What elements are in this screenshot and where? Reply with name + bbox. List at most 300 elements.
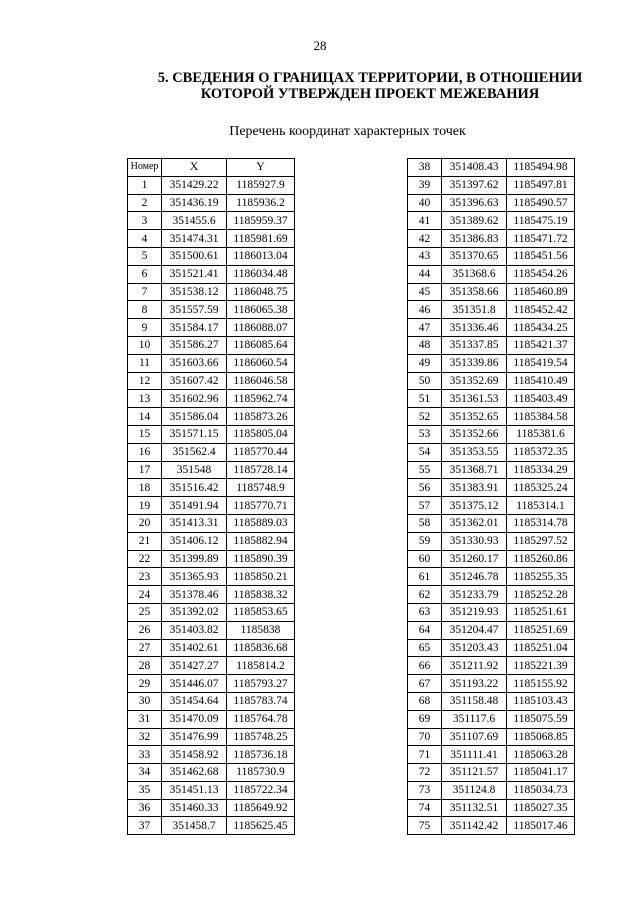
point-number-cell: 41 (408, 212, 442, 230)
point-number-cell: 20 (128, 514, 162, 532)
y-coordinate-cell: 1185649.92 (227, 799, 295, 817)
y-coordinate-cell: 1185497.81 (507, 176, 575, 194)
x-coordinate-cell: 351211.92 (442, 657, 507, 675)
x-coordinate-cell: 351368.71 (442, 461, 507, 479)
table-row (408, 710, 575, 728)
x-coordinate-cell: 351403.82 (162, 621, 227, 639)
table-row (408, 728, 575, 746)
column-header-number: Номер (128, 159, 162, 177)
y-coordinate-cell: 1185748.9 (227, 479, 295, 497)
point-number-cell: 47 (408, 319, 442, 337)
x-coordinate-cell: 351521.41 (162, 265, 227, 283)
x-coordinate-cell: 351455.6 (162, 212, 227, 230)
table-row (408, 425, 575, 443)
point-number-cell: 24 (128, 586, 162, 604)
point-number-cell: 34 (128, 764, 162, 782)
point-number-cell: 32 (128, 728, 162, 746)
point-number-cell: 65 (408, 639, 442, 657)
table-row (128, 710, 295, 728)
x-coordinate-cell: 351375.12 (442, 497, 507, 515)
point-number-cell: 39 (408, 176, 442, 194)
x-coordinate-cell: 351193.22 (442, 675, 507, 693)
table-row (128, 692, 295, 710)
point-number-cell: 68 (408, 692, 442, 710)
x-coordinate-cell: 351458.92 (162, 746, 227, 764)
table-row (408, 301, 575, 319)
table-row (408, 657, 575, 675)
x-coordinate-cell: 351337.85 (442, 336, 507, 354)
point-number-cell: 7 (128, 283, 162, 301)
point-number-cell: 72 (408, 764, 442, 782)
y-coordinate-cell: 1185251.61 (507, 603, 575, 621)
point-number-cell: 4 (128, 230, 162, 248)
x-coordinate-cell: 351386.83 (442, 230, 507, 248)
point-number-cell: 37 (128, 817, 162, 835)
y-coordinate-cell: 1185783.74 (227, 692, 295, 710)
x-coordinate-cell: 351460.33 (162, 799, 227, 817)
table-row (128, 603, 295, 621)
table-row (128, 621, 295, 639)
x-coordinate-cell: 351516.42 (162, 479, 227, 497)
point-number-cell: 35 (128, 781, 162, 799)
x-coordinate-cell: 351246.78 (442, 568, 507, 586)
y-coordinate-cell: 1185722.34 (227, 781, 295, 799)
point-number-cell: 31 (128, 710, 162, 728)
x-coordinate-cell: 351383.91 (442, 479, 507, 497)
point-number-cell: 51 (408, 390, 442, 408)
point-number-cell: 25 (128, 603, 162, 621)
x-coordinate-cell: 351408.43 (442, 159, 507, 177)
table-row (128, 746, 295, 764)
x-coordinate-cell: 351365.93 (162, 568, 227, 586)
y-coordinate-cell: 1186085.64 (227, 336, 295, 354)
coordinates-table-left-body (128, 176, 295, 834)
point-number-cell: 66 (408, 657, 442, 675)
table-row (408, 514, 575, 532)
y-coordinate-cell: 1185221.39 (507, 657, 575, 675)
table-row (128, 247, 295, 265)
x-coordinate-cell: 351451.13 (162, 781, 227, 799)
y-coordinate-cell: 1185770.44 (227, 443, 295, 461)
table-row (408, 408, 575, 426)
point-number-cell: 69 (408, 710, 442, 728)
point-number-cell: 49 (408, 354, 442, 372)
y-coordinate-cell: 1185325.24 (507, 479, 575, 497)
x-coordinate-cell: 351203.43 (442, 639, 507, 657)
y-coordinate-cell: 1185471.72 (507, 230, 575, 248)
x-coordinate-cell: 351402.61 (162, 639, 227, 657)
x-coordinate-cell: 351142.42 (442, 817, 507, 835)
column-header-x: X (162, 159, 227, 177)
y-coordinate-cell: 1185410.49 (507, 372, 575, 390)
table-row (408, 336, 575, 354)
point-number-cell: 59 (408, 532, 442, 550)
x-coordinate-cell: 351370.65 (442, 247, 507, 265)
table-row (408, 461, 575, 479)
table-row (408, 283, 575, 301)
x-coordinate-cell: 351204.47 (442, 621, 507, 639)
y-coordinate-cell: 1185730.9 (227, 764, 295, 782)
table-row (408, 764, 575, 782)
y-coordinate-cell: 1185452.42 (507, 301, 575, 319)
point-number-cell: 50 (408, 372, 442, 390)
y-coordinate-cell: 1185748.25 (227, 728, 295, 746)
table-row (128, 799, 295, 817)
x-coordinate-cell: 351111.41 (442, 746, 507, 764)
y-coordinate-cell: 1185334.29 (507, 461, 575, 479)
point-number-cell: 40 (408, 194, 442, 212)
y-coordinate-cell: 1185041.17 (507, 764, 575, 782)
point-number-cell: 23 (128, 568, 162, 586)
y-coordinate-cell: 1185959.37 (227, 212, 295, 230)
x-coordinate-cell: 351352.66 (442, 425, 507, 443)
table-row (408, 497, 575, 515)
y-coordinate-cell: 1185850.21 (227, 568, 295, 586)
point-number-cell: 64 (408, 621, 442, 639)
point-number-cell: 53 (408, 425, 442, 443)
point-number-cell: 13 (128, 390, 162, 408)
y-coordinate-cell: 1185460.89 (507, 283, 575, 301)
point-number-cell: 55 (408, 461, 442, 479)
table-row (408, 603, 575, 621)
table-row (408, 550, 575, 568)
x-coordinate-cell: 351351.8 (442, 301, 507, 319)
point-number-cell: 61 (408, 568, 442, 586)
point-number-cell: 16 (128, 443, 162, 461)
x-coordinate-cell: 351352.65 (442, 408, 507, 426)
table-row (408, 194, 575, 212)
table-row (408, 479, 575, 497)
y-coordinate-cell: 1185027.35 (507, 799, 575, 817)
y-coordinate-cell: 1185103.43 (507, 692, 575, 710)
y-coordinate-cell: 1185836.68 (227, 639, 295, 657)
x-coordinate-cell: 351368.6 (442, 265, 507, 283)
point-number-cell: 58 (408, 514, 442, 532)
y-coordinate-cell: 1185889.03 (227, 514, 295, 532)
table-row (128, 265, 295, 283)
table-row (408, 390, 575, 408)
y-coordinate-cell: 1185419.54 (507, 354, 575, 372)
x-coordinate-cell: 351413.31 (162, 514, 227, 532)
table-row (408, 443, 575, 461)
y-coordinate-cell: 1185251.69 (507, 621, 575, 639)
y-coordinate-cell: 1185384.58 (507, 408, 575, 426)
table-row (128, 586, 295, 604)
point-number-cell: 54 (408, 443, 442, 461)
point-number-cell: 71 (408, 746, 442, 764)
section-heading-line-2: КОТОРОЙ УТВЕРЖДЕН ПРОЕКТ МЕЖЕВАНИЯ (200, 86, 540, 102)
x-coordinate-cell: 351500.61 (162, 247, 227, 265)
y-coordinate-cell: 1185873.26 (227, 408, 295, 426)
y-coordinate-cell: 1185936.2 (227, 194, 295, 212)
x-coordinate-cell: 351474.31 (162, 230, 227, 248)
x-coordinate-cell: 351586.04 (162, 408, 227, 426)
y-coordinate-cell: 1185981.69 (227, 230, 295, 248)
point-number-cell: 9 (128, 319, 162, 337)
coordinates-table-right (407, 158, 575, 835)
table-header-row (128, 159, 295, 177)
x-coordinate-cell: 351586.27 (162, 336, 227, 354)
column-header-y: Y (227, 159, 295, 177)
x-coordinate-cell: 351454.64 (162, 692, 227, 710)
x-coordinate-cell: 351538.12 (162, 283, 227, 301)
y-coordinate-cell: 1185314.1 (507, 497, 575, 515)
page-number: 28 (313, 38, 327, 53)
point-number-cell: 8 (128, 301, 162, 319)
table-row (408, 568, 575, 586)
table-row (128, 372, 295, 390)
point-number-cell: 70 (408, 728, 442, 746)
y-coordinate-cell: 1185372.35 (507, 443, 575, 461)
table-row (128, 497, 295, 515)
y-coordinate-cell: 1185814.2 (227, 657, 295, 675)
y-coordinate-cell: 1185728.14 (227, 461, 295, 479)
table-row (128, 283, 295, 301)
x-coordinate-cell: 351470.09 (162, 710, 227, 728)
y-coordinate-cell: 1185490.57 (507, 194, 575, 212)
table-row (128, 461, 295, 479)
table-row (408, 176, 575, 194)
x-coordinate-cell: 351392.02 (162, 603, 227, 621)
y-coordinate-cell: 1186065.38 (227, 301, 295, 319)
x-coordinate-cell: 351607.42 (162, 372, 227, 390)
x-coordinate-cell: 351339.86 (442, 354, 507, 372)
point-number-cell: 22 (128, 550, 162, 568)
table-row (408, 230, 575, 248)
x-coordinate-cell: 351584.17 (162, 319, 227, 337)
x-coordinate-cell: 351389.62 (442, 212, 507, 230)
table-row (128, 354, 295, 372)
table-row (128, 319, 295, 337)
section-heading (140, 70, 600, 102)
table-row (128, 764, 295, 782)
x-coordinate-cell: 351358.66 (442, 283, 507, 301)
point-number-cell: 15 (128, 425, 162, 443)
y-coordinate-cell: 1185251.04 (507, 639, 575, 657)
point-number-cell: 57 (408, 497, 442, 515)
x-coordinate-cell: 351362.01 (442, 514, 507, 532)
table-row (408, 532, 575, 550)
y-coordinate-cell: 1185255.35 (507, 568, 575, 586)
point-number-cell: 5 (128, 247, 162, 265)
y-coordinate-cell: 1186046.58 (227, 372, 295, 390)
table-row (408, 247, 575, 265)
x-coordinate-cell: 351396.63 (442, 194, 507, 212)
y-coordinate-cell: 1185838 (227, 621, 295, 639)
table-row (408, 212, 575, 230)
point-number-cell: 48 (408, 336, 442, 354)
point-number-cell: 26 (128, 621, 162, 639)
y-coordinate-cell: 1185890.39 (227, 550, 295, 568)
table-row (408, 354, 575, 372)
x-coordinate-cell: 351446.07 (162, 675, 227, 693)
y-coordinate-cell: 1185297.52 (507, 532, 575, 550)
table-row (128, 390, 295, 408)
point-number-cell: 1 (128, 176, 162, 194)
y-coordinate-cell: 1185421.37 (507, 336, 575, 354)
x-coordinate-cell: 351458.7 (162, 817, 227, 835)
y-coordinate-cell: 1185805.04 (227, 425, 295, 443)
y-coordinate-cell: 1185454.26 (507, 265, 575, 283)
table-row (128, 728, 295, 746)
point-number-cell: 21 (128, 532, 162, 550)
point-number-cell: 36 (128, 799, 162, 817)
table-row (408, 675, 575, 693)
table-row (128, 408, 295, 426)
y-coordinate-cell: 1185451.56 (507, 247, 575, 265)
x-coordinate-cell: 351121.57 (442, 764, 507, 782)
y-coordinate-cell: 1185494.98 (507, 159, 575, 177)
table-row (408, 372, 575, 390)
y-coordinate-cell: 1185927.9 (227, 176, 295, 194)
point-number-cell: 2 (128, 194, 162, 212)
point-number-cell: 73 (408, 781, 442, 799)
table-row (128, 532, 295, 550)
y-coordinate-cell: 1186034.48 (227, 265, 295, 283)
point-number-cell: 6 (128, 265, 162, 283)
table-row (408, 159, 575, 177)
table-row (128, 194, 295, 212)
x-coordinate-cell: 351427.27 (162, 657, 227, 675)
y-coordinate-cell: 1185381.6 (507, 425, 575, 443)
point-number-cell: 14 (128, 408, 162, 426)
x-coordinate-cell: 351548 (162, 461, 227, 479)
y-coordinate-cell: 1185793.27 (227, 675, 295, 693)
x-coordinate-cell: 351330.93 (442, 532, 507, 550)
y-coordinate-cell: 1185403.49 (507, 390, 575, 408)
x-coordinate-cell: 351352.69 (442, 372, 507, 390)
point-number-cell: 18 (128, 479, 162, 497)
y-coordinate-cell: 1185475.19 (507, 212, 575, 230)
table-row (128, 817, 295, 835)
point-number-cell: 12 (128, 372, 162, 390)
point-number-cell: 38 (408, 159, 442, 177)
x-coordinate-cell: 351399.89 (162, 550, 227, 568)
point-number-cell: 3 (128, 212, 162, 230)
section-heading-line-1: 5. СВЕДЕНИЯ О ГРАНИЦАХ ТЕРРИТОРИИ, В ОТНОШЕНИИ (157, 70, 583, 86)
x-coordinate-cell: 351260.17 (442, 550, 507, 568)
point-number-cell: 67 (408, 675, 442, 693)
table-row (408, 586, 575, 604)
point-number-cell: 60 (408, 550, 442, 568)
table-row (128, 514, 295, 532)
table-row (408, 319, 575, 337)
table-row (408, 799, 575, 817)
point-number-cell: 62 (408, 586, 442, 604)
y-coordinate-cell: 1185068.85 (507, 728, 575, 746)
y-coordinate-cell: 1185764.78 (227, 710, 295, 728)
coordinates-table-right-body (408, 159, 575, 835)
y-coordinate-cell: 1185770.71 (227, 497, 295, 515)
point-number-cell: 28 (128, 657, 162, 675)
x-coordinate-cell: 351117.6 (442, 710, 507, 728)
coordinates-table-left (127, 158, 295, 835)
y-coordinate-cell: 1185252.28 (507, 586, 575, 604)
point-number-cell: 46 (408, 301, 442, 319)
y-coordinate-cell: 1185017.46 (507, 817, 575, 835)
table-row (128, 230, 295, 248)
point-number-cell: 17 (128, 461, 162, 479)
point-number-cell: 63 (408, 603, 442, 621)
table-row (128, 568, 295, 586)
x-coordinate-cell: 351406.12 (162, 532, 227, 550)
table-row (128, 657, 295, 675)
x-coordinate-cell: 351353.55 (442, 443, 507, 461)
y-coordinate-cell: 1185736.18 (227, 746, 295, 764)
x-coordinate-cell: 351219.93 (442, 603, 507, 621)
y-coordinate-cell: 1186060.54 (227, 354, 295, 372)
y-coordinate-cell: 1185075.59 (507, 710, 575, 728)
x-coordinate-cell: 351571.15 (162, 425, 227, 443)
table-row (128, 479, 295, 497)
y-coordinate-cell: 1185625.45 (227, 817, 295, 835)
point-number-cell: 74 (408, 799, 442, 817)
table-row (128, 336, 295, 354)
x-coordinate-cell: 351491.94 (162, 497, 227, 515)
x-coordinate-cell: 351436.19 (162, 194, 227, 212)
y-coordinate-cell: 1185260.86 (507, 550, 575, 568)
table-row (128, 675, 295, 693)
x-coordinate-cell: 351602.96 (162, 390, 227, 408)
x-coordinate-cell: 351378.46 (162, 586, 227, 604)
point-number-cell: 33 (128, 746, 162, 764)
y-coordinate-cell: 1185155.92 (507, 675, 575, 693)
point-number-cell: 75 (408, 817, 442, 835)
y-coordinate-cell: 1185838.32 (227, 586, 295, 604)
y-coordinate-cell: 1185853.65 (227, 603, 295, 621)
table-row (128, 212, 295, 230)
point-number-cell: 11 (128, 354, 162, 372)
table-row (128, 176, 295, 194)
table-row (408, 781, 575, 799)
point-number-cell: 43 (408, 247, 442, 265)
y-coordinate-cell: 1185882.94 (227, 532, 295, 550)
table-row (128, 425, 295, 443)
x-coordinate-cell: 351107.69 (442, 728, 507, 746)
y-coordinate-cell: 1186088.07 (227, 319, 295, 337)
x-coordinate-cell: 351233.79 (442, 586, 507, 604)
table-row (128, 781, 295, 799)
point-number-cell: 19 (128, 497, 162, 515)
y-coordinate-cell: 1185034.73 (507, 781, 575, 799)
x-coordinate-cell: 351132.51 (442, 799, 507, 817)
table-row (128, 639, 295, 657)
y-coordinate-cell: 1185063.28 (507, 746, 575, 764)
y-coordinate-cell: 1186048.75 (227, 283, 295, 301)
table-row (128, 443, 295, 461)
x-coordinate-cell: 351336.46 (442, 319, 507, 337)
coordinates-list-title: Перечень координат характерных точек (229, 124, 466, 139)
x-coordinate-cell: 351562.4 (162, 443, 227, 461)
x-coordinate-cell: 351124.8 (442, 781, 507, 799)
table-row (408, 639, 575, 657)
x-coordinate-cell: 351462.68 (162, 764, 227, 782)
point-number-cell: 30 (128, 692, 162, 710)
table-row (408, 746, 575, 764)
x-coordinate-cell: 351429.22 (162, 176, 227, 194)
x-coordinate-cell: 351557.59 (162, 301, 227, 319)
table-row (408, 692, 575, 710)
y-coordinate-cell: 1185314.78 (507, 514, 575, 532)
y-coordinate-cell: 1185962.74 (227, 390, 295, 408)
x-coordinate-cell: 351397.62 (442, 176, 507, 194)
point-number-cell: 29 (128, 675, 162, 693)
y-coordinate-cell: 1185434.25 (507, 319, 575, 337)
point-number-cell: 44 (408, 265, 442, 283)
table-row (128, 550, 295, 568)
point-number-cell: 42 (408, 230, 442, 248)
point-number-cell: 52 (408, 408, 442, 426)
